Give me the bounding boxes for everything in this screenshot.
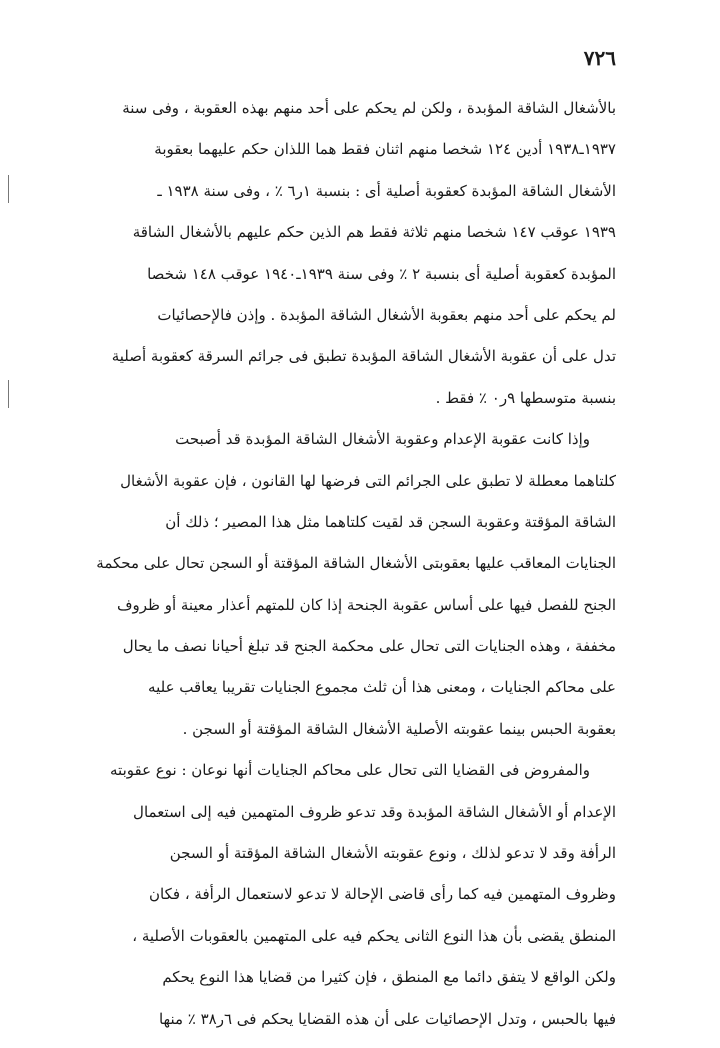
body-text — [92, 88, 616, 1040]
text-line: بعقوبة الحبس بينما عقوبته الأصلية الأشغال الشاقة المؤقتة أو السجن . — [182, 719, 616, 738]
margin-mark — [8, 175, 9, 203]
text-line: وظروف المتهمين فيه كما رأى قاضى الإحالة لا تدعو لاستعمال الرأفة ، فكان — [149, 885, 616, 904]
text-line: ١٩٣٧ـ١٩٣٨ أدين ١٢٤ شخصا منهم اثنان فقط هما اللذان حكم عليهما بعقوبة — [154, 140, 616, 159]
text-line: بالأشغال الشاقة المؤبدة ، ولكن لم يحكم على أحد منهم بهذه العقوبة ، وفى سنة — [122, 99, 616, 117]
text-line: الشاقة المؤقتة وعقوبة السجن قد لقيت كلتاهما مثل هذا المصير ؛ ذلك أن — [165, 512, 616, 531]
text-line: الجنح للفصل فيها على أساس عقوبة الجنحة إذا كان للمتهم أعذار معينة أو ظروف — [116, 595, 616, 614]
text-line: الجنايات المعاقب عليها بعقوبتى الأشغال الشاقة المؤقتة أو السجن تحال على محكمة — [96, 554, 616, 573]
text-line: مخففة ، وهذه الجنايات التى تحال على محكمة الجنح قد تبلغ أحيانا نصف ما يحال — [122, 637, 616, 656]
text-line: ١٩٣٩ عوقب ١٤٧ شخصا منهم ثلاثة فقط هم الذين حكم عليهم بالأشغال الشاقة — [132, 223, 616, 242]
text-line: الأشغال الشاقة المؤبدة كعقوبة أصلية أى : بنسبة ١ر٦ ٪ ، وفى سنة ١٩٣٨ ـ — [157, 181, 616, 200]
text-line: تدل على أن عقوبة الأشغال الشاقة المؤبدة تطبق فى جرائم السرقة كعقوبة أصلية — [111, 347, 616, 366]
text-line: وإذا كانت عقوبة الإعدام وعقوبة الأشغال الشاقة المؤبدة قد أصبحت — [175, 430, 590, 449]
text-line: والمفروض فى القضايا التى تحال على محاكم الجنايات أنها نوعان : نوع عقوبته — [110, 761, 590, 780]
text-line: بنسبة متوسطها ٩ر٠ ٪ فقط . — [435, 388, 616, 407]
text-line: كلتاهما معطلة لا تطبق على الجرائم التى فرضها لها القانون ، فإن عقوبة الأشغال — [120, 471, 616, 490]
text-line: المنطق يقضى بأن هذا النوع الثانى يحكم فيه على المتهمين بالعقوبات الأصلية ، — [132, 926, 616, 945]
text-line: الرأفة وقد لا تدعو لذلك ، ونوع عقوبته الأشغال الشاقة المؤقتة أو السجن — [169, 844, 616, 863]
text-line: لم يحكم على أحد منهم بعقوبة الأشغال الشاقة المؤبدة . وإذن فالإحصائيات — [157, 305, 616, 324]
text-line: المؤبدة كعقوبة أصلية أى بنسبة ٢ ٪ وفى سنة ١٩٣٩ـ١٩٤٠ عوقب ١٤٨ شخصا — [147, 264, 616, 283]
text-line: فيها بالحبس ، وتدل الإحصائيات على أن هذه القضايا يحكم فى ٦ر٣٨ ٪ منها — [158, 1009, 616, 1028]
text-line: على محاكم الجنايات ، ومعنى هذا أن ثلث مجموع الجنايات تقريبا يعاقب عليه — [148, 678, 616, 697]
text-line: ولكن الواقع لا يتفق دائما مع المنطق ، فإن كثيرا من قضايا هذا النوع يحكم — [162, 968, 616, 987]
margin-mark — [8, 380, 9, 408]
text-line: الإعدام أو الأشغال الشاقة المؤبدة وقد تدعو ظروف المتهمين فيه إلى استعمال — [133, 802, 616, 821]
page-number: ٧٢٦ — [583, 46, 616, 70]
